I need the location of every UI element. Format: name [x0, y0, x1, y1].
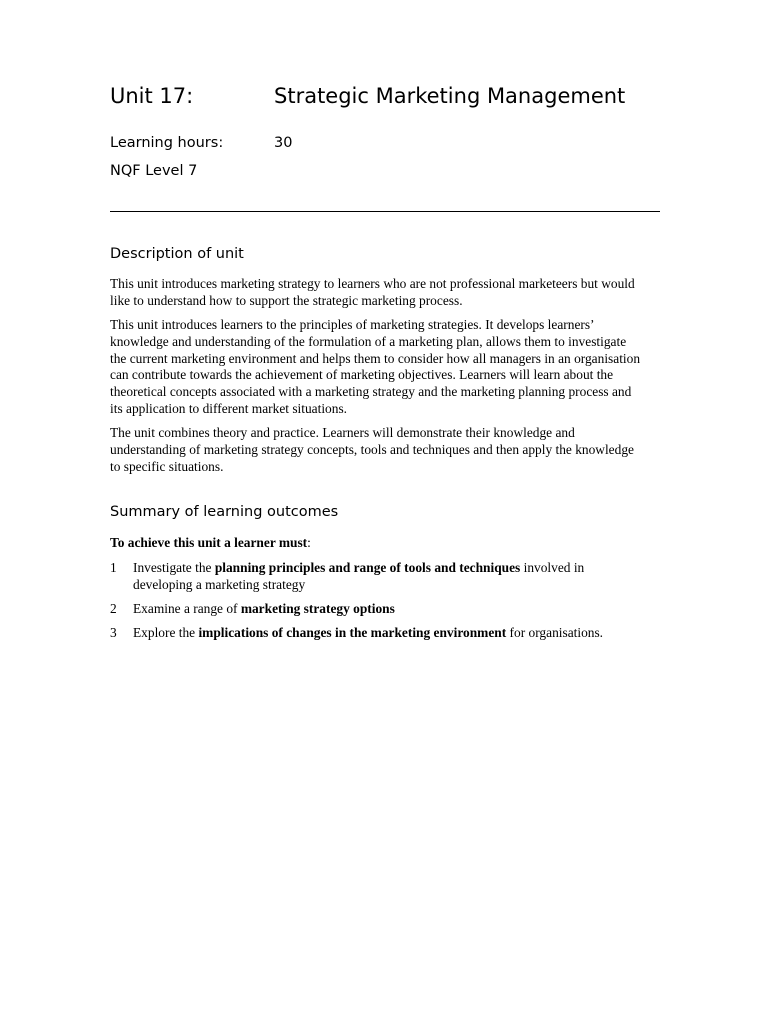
outcomes-intro: [110, 534, 311, 551]
outcome-text-bold: marketing strategy options: [240, 601, 395, 616]
unit-name: Strategic Marketing Management: [274, 84, 626, 108]
unit-number: Unit 17:: [110, 84, 194, 108]
outcome-text-bold: implications of changes in the marketing environment: [198, 625, 507, 640]
learning-hours-label: Learning hours:: [110, 135, 224, 151]
outcome-number: 3: [110, 625, 117, 640]
outcomes-heading: Summary of learning outcomes: [110, 504, 339, 520]
outcome-text-pre: Investigate the: [133, 560, 215, 575]
description-paragraph-3: The unit combines theory and practice. Learners will demonstrate their knowledge and understanding of marketing strategy concepts, tools and techniques and then apply the knowledge to specific situations.: [110, 425, 634, 474]
outcome-number: 2: [110, 601, 117, 616]
outcome-text-post: for organisations.: [506, 625, 604, 640]
outcome-text: [133, 625, 643, 642]
outcome-text-bold: planning principles and range of tools and techniques: [214, 560, 521, 575]
outcome-text-pre: Explore the: [133, 625, 199, 640]
learning-hours-value: 30: [274, 135, 293, 151]
description-heading: Description of unit: [110, 246, 244, 262]
outcome-number: 1: [110, 560, 117, 575]
outcomes-intro-tail: :: [307, 535, 311, 550]
description-paragraph-2: This unit introduces learners to the principles of marketing strategies. It develops learners’ knowledge and understanding of the formulation of a marketing plan, allows them to investigate the current marketing environment and helps them to consider how all managers in an organisation can contribute towards the achievement of marketing objectives. Learners will learn about the theoretical concepts associated with a marketing strategy and the marketing planning process and its application to different market situations.: [110, 317, 641, 416]
description-paragraph-1: This unit introduces marketing strategy to learners who are not professional marketeers but would like to understand how to support the strategic marketing process.: [110, 276, 635, 308]
outcome-text-pre: Examine a range of: [133, 601, 241, 616]
outcome-text: [133, 560, 643, 594]
nqf-level: NQF Level 7: [110, 163, 198, 179]
outcome-text-post: involved in developing a marketing strategy: [133, 560, 585, 592]
header-divider: [110, 211, 660, 212]
outcomes-intro-bold: To achieve this unit a learner must: [110, 535, 308, 550]
outcome-text: [133, 601, 643, 618]
